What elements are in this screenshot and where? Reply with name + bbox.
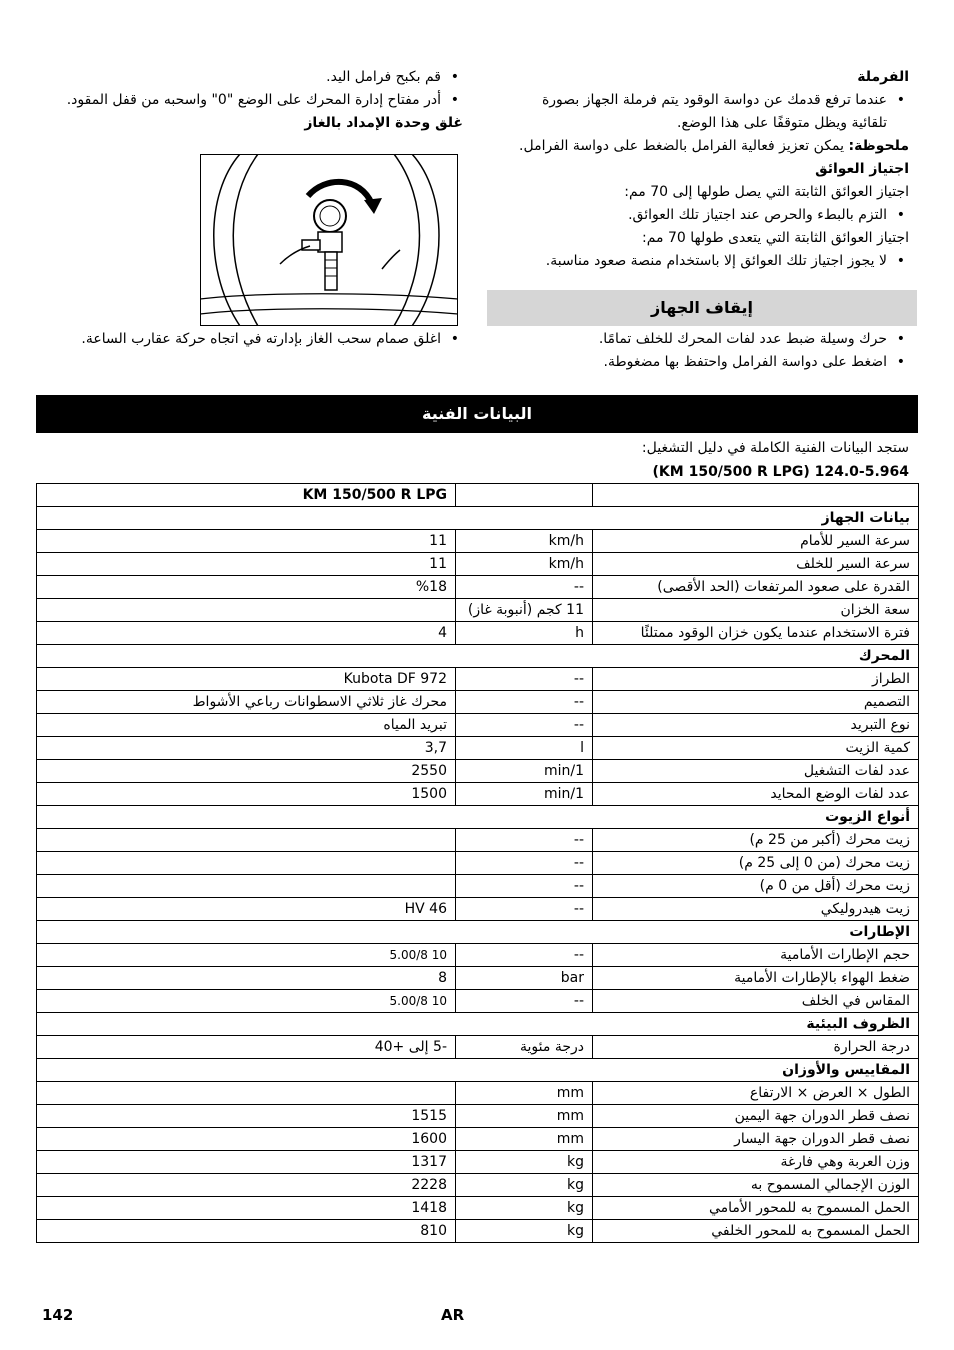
unit-cell: --	[456, 944, 593, 967]
table-row	[37, 1105, 919, 1128]
value-cell: 8	[37, 967, 456, 990]
header-label-cell	[593, 484, 919, 507]
value-cell	[37, 599, 456, 622]
unit-cell: mm	[456, 1105, 593, 1128]
value-cell: محرك غاز ثلاثي الاسطوانات رباعي الأشواط	[37, 691, 456, 714]
label-cell: زيت محرك (أكبر من 25 م)	[593, 829, 919, 852]
value-cell: 3,7	[37, 737, 456, 760]
table-row	[37, 1197, 919, 1220]
table-row	[37, 760, 919, 783]
value-cell: 810	[37, 1220, 456, 1243]
label-cell: فترة الاستخدام عندما يكون خزان الوقود ممتلئًا	[593, 622, 919, 645]
ignition-key-bullet: • أدر مفتاح إدارة المحرك على الوضع "0" واسحبه من قفل المقود.	[38, 89, 463, 112]
technical-data-heading: البيانات الفنية	[36, 395, 918, 433]
brake-heading: الفرملة	[857, 69, 909, 85]
value-cell: 4	[37, 622, 456, 645]
gas-supply-heading: غلق وحدة الإمداد بالغاز	[304, 115, 463, 131]
value-cell: 1317	[37, 1151, 456, 1174]
label-cell: عدد لفات التشغيل	[593, 760, 919, 783]
table-row	[37, 599, 919, 622]
unit-cell: h	[456, 622, 593, 645]
unit-cell: --	[456, 852, 593, 875]
unit-cell: --	[456, 990, 593, 1013]
table-row	[37, 990, 919, 1013]
value-cell	[37, 829, 456, 852]
table-row	[37, 530, 919, 553]
value-cell: 11	[37, 553, 456, 576]
table-row	[37, 1174, 919, 1197]
left-column	[38, 66, 463, 135]
table-row	[37, 622, 919, 645]
technical-data-intro	[49, 436, 909, 484]
unit-cell: bar	[456, 967, 593, 990]
unit-cell: km/h	[456, 530, 593, 553]
note-label: ملحوظة:	[848, 138, 909, 154]
unit-cell: --	[456, 898, 593, 921]
unit-cell: kg	[456, 1151, 593, 1174]
stop-device-steps	[489, 328, 909, 374]
label-cell: الحمل المسموح به للمحور الأمامي	[593, 1197, 919, 1220]
value-cell: 5.00/8 10	[37, 944, 456, 967]
intro-text: ستجد البيانات الفنية الكاملة في دليل التشغيل:	[641, 440, 909, 456]
brake-bullet-continuation: تلقائية ويظل متوقفًا على هذا الوضع.	[677, 115, 887, 131]
label-cell: نوع التبريد	[593, 714, 919, 737]
label-cell: حجم الإطارات الأمامية	[593, 944, 919, 967]
section-row	[37, 1059, 919, 1082]
value-cell: -5 إلى +40	[37, 1036, 456, 1059]
obstacles-bullet-ramp: • لا يجوز اجتياز تلك العوائق إلا باستخدام منصة صعود مناسبة.	[489, 250, 909, 273]
label-cell: زيت محرك (أقل من 0 م)	[593, 875, 919, 898]
model-reference: (KM 150/500 R LPG) 124.0-5.964	[652, 464, 909, 480]
label-cell: القدرة على صعود المرتفعات (الحد الأقصى)	[593, 576, 919, 599]
model-header-cell: KM 150/500 R LPG	[37, 484, 456, 507]
obstacles-heading: اجتياز العوائق	[815, 161, 909, 177]
close-valve-bullet: • اغلق صمام سحب الغاز بإدارته في اتجاه حركة عقارب الساعة.	[38, 328, 463, 351]
unit-cell: درجة مئوية	[456, 1036, 593, 1059]
table-row	[37, 783, 919, 806]
unit-cell: min/1	[456, 783, 593, 806]
table-header-row	[37, 484, 919, 507]
value-cell: Kubota DF 972	[37, 668, 456, 691]
table-row	[37, 1082, 919, 1105]
label-cell: زيت محرك (من 0 إلى 25 م)	[593, 852, 919, 875]
value-cell: 1600	[37, 1128, 456, 1151]
label-cell: الطول × العرض × الارتفاع	[593, 1082, 919, 1105]
brake-note	[489, 135, 909, 158]
unit-cell: --	[456, 875, 593, 898]
label-cell: سرعة السير للأمام	[593, 530, 919, 553]
label-cell: المقاس في الخلف	[593, 990, 919, 1013]
value-cell	[37, 875, 456, 898]
value-cell: 5.00/8 10	[37, 990, 456, 1013]
label-cell: سرعة السير للخلف	[593, 553, 919, 576]
technical-data-table	[36, 483, 919, 1243]
label-cell: سعة الخزان	[593, 599, 919, 622]
value-cell	[37, 1082, 456, 1105]
section-title: المقاييس والأوزان	[37, 1059, 919, 1082]
unit-cell: kg	[456, 1197, 593, 1220]
unit-cell: mm	[456, 1128, 593, 1151]
obstacles-line-long: اجتياز العوائق الثابتة التي يتعدى طولها 70 مم:	[642, 230, 909, 246]
brake-bullet: • عندما ترفع قدمك عن دواسة الوقود يتم فرملة الجهاز بصورة	[489, 89, 909, 112]
unit-cell: kg	[456, 1220, 593, 1243]
language-code: AR	[441, 1306, 465, 1324]
label-cell: درجة الحرارة	[593, 1036, 919, 1059]
unit-cell: l	[456, 737, 593, 760]
section-title: المحرك	[37, 645, 919, 668]
table-row	[37, 576, 919, 599]
unit-cell: 11 كجم (أنبوبة غاز)	[456, 599, 593, 622]
label-cell: ضغط الهواء بالإطارات الأمامية	[593, 967, 919, 990]
section-row	[37, 507, 919, 530]
obstacles-bullet-careful: • التزم بالبطء والحرص عند اجتياز تلك العوائق.	[489, 204, 909, 227]
table-row	[37, 898, 919, 921]
unit-cell: --	[456, 714, 593, 737]
value-cell: HV 46	[37, 898, 456, 921]
label-cell: الحمل المسموح به للمحور الخلفي	[593, 1220, 919, 1243]
value-cell: تبريد المياه	[37, 714, 456, 737]
header-unit-cell	[456, 484, 593, 507]
unit-cell: min/1	[456, 760, 593, 783]
unit-cell: --	[456, 668, 593, 691]
value-cell: 1500	[37, 783, 456, 806]
obstacles-line-short: اجتياز العوائق الثابتة التي يصل طولها إلى 70 مم:	[624, 184, 909, 200]
gas-valve-illustration	[200, 154, 458, 326]
handbrake-bullet: • قم بكبح فرامل اليد.	[38, 66, 463, 89]
table-row	[37, 668, 919, 691]
table-row	[37, 553, 919, 576]
table-row	[37, 691, 919, 714]
technical-data-body	[37, 484, 919, 1243]
page-number: 142	[42, 1306, 74, 1324]
label-cell: نصف قطر الدوران جهة اليسار	[593, 1128, 919, 1151]
section-title: الإطارات	[37, 921, 919, 944]
section-title: أنواع الزيوت	[37, 806, 919, 829]
value-cell: 11	[37, 530, 456, 553]
stop-bullet-throttle: • حرك وسيلة ضبط عدد لفات المحرك للخلف تمامًا.	[489, 328, 909, 351]
label-cell: الوزن الإجمالي المسموح به	[593, 1174, 919, 1197]
stop-bullet-brake: • اضغط على دواسة الفرامل واحتفظ بها مضغوطة.	[489, 351, 909, 374]
stop-device-heading: إيقاف الجهاز	[487, 290, 917, 326]
table-row	[37, 737, 919, 760]
label-cell: التصميم	[593, 691, 919, 714]
value-cell	[37, 852, 456, 875]
table-row	[37, 1128, 919, 1151]
note-text: يمكن تعزيز فعالية الفرامل بالضغط على دواسة الفرامل.	[519, 138, 849, 154]
value-cell: %18	[37, 576, 456, 599]
table-row	[37, 1220, 919, 1243]
value-cell: 2228	[37, 1174, 456, 1197]
table-row	[37, 829, 919, 852]
table-row	[37, 1151, 919, 1174]
section-row	[37, 1013, 919, 1036]
close-valve-step	[38, 328, 463, 351]
label-cell: الطراز	[593, 668, 919, 691]
section-row	[37, 921, 919, 944]
label-cell: كمية الزيت	[593, 737, 919, 760]
unit-cell: mm	[456, 1082, 593, 1105]
value-cell: 1418	[37, 1197, 456, 1220]
table-row	[37, 714, 919, 737]
section-title: بيانات الجهاز	[37, 507, 919, 530]
right-column	[489, 66, 909, 273]
table-row	[37, 967, 919, 990]
label-cell: عدد لفات الوضع المحايد	[593, 783, 919, 806]
table-row	[37, 875, 919, 898]
unit-cell: --	[456, 691, 593, 714]
section-row	[37, 645, 919, 668]
unit-cell: --	[456, 829, 593, 852]
label-cell: وزن العربة وهي فارغة	[593, 1151, 919, 1174]
unit-cell: kg	[456, 1174, 593, 1197]
table-row	[37, 944, 919, 967]
value-cell: 2550	[37, 760, 456, 783]
value-cell: 1515	[37, 1105, 456, 1128]
table-row	[37, 852, 919, 875]
table-row	[37, 1036, 919, 1059]
label-cell: نصف قطر الدوران جهة اليمين	[593, 1105, 919, 1128]
section-title: الظروف البيئية	[37, 1013, 919, 1036]
unit-cell: km/h	[456, 553, 593, 576]
section-row	[37, 806, 919, 829]
unit-cell: --	[456, 576, 593, 599]
label-cell: زيت هيدروليكي	[593, 898, 919, 921]
